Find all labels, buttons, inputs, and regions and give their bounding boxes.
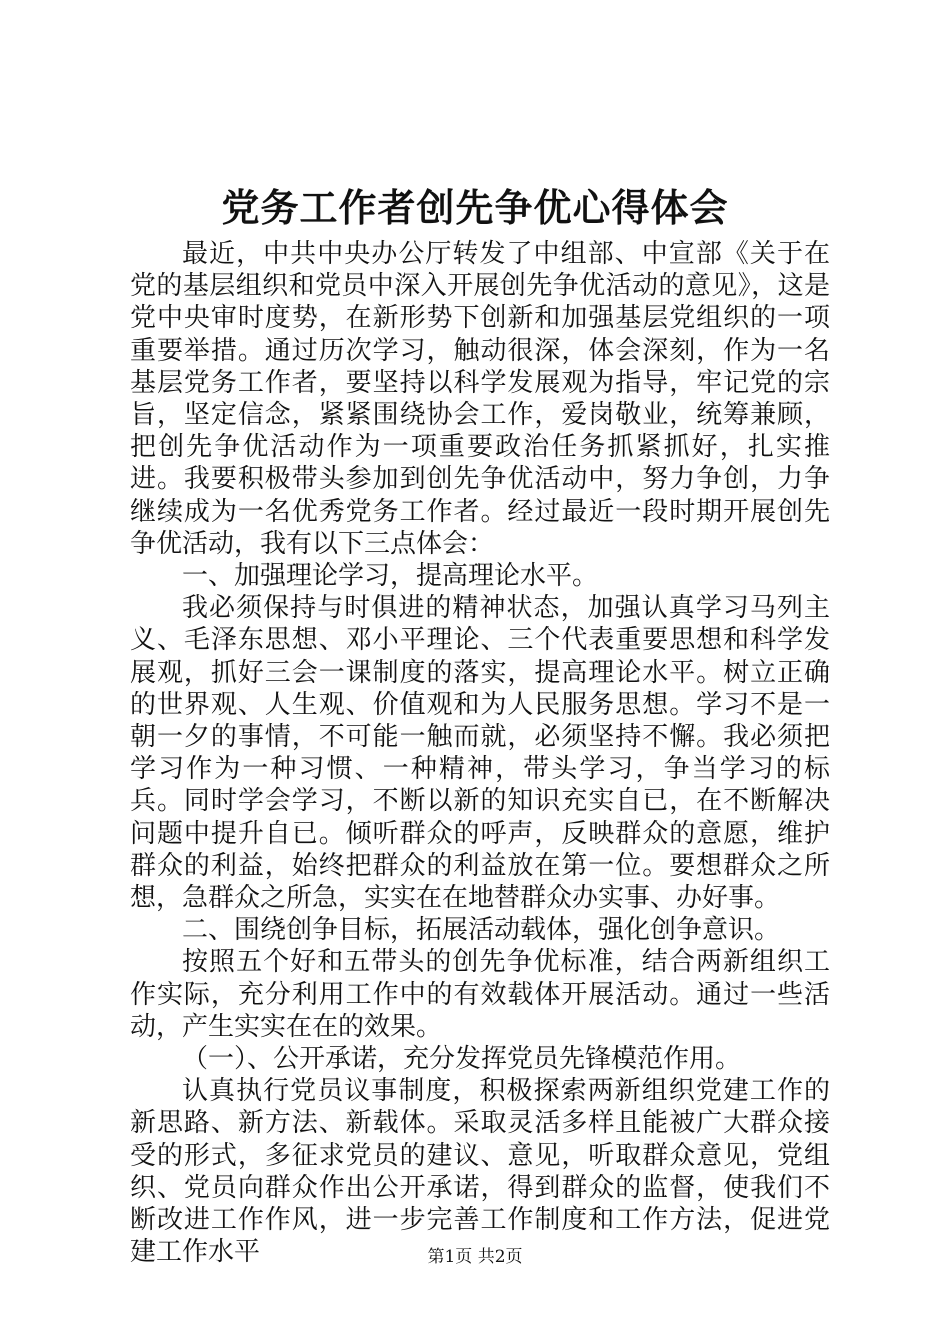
- paragraph-intro: 最近，中共中央办公厅转发了中组部、中宣部《关于在党的基层组织和党员中深入开展创先争优活动的意见》，这是党中央审时度势，在新形势下创新和加强基层党组织的一项重要举措。通过历次学习，触动很深，体会深刻，作为一名基层党务工作者，要坚持以科学发展观为指导，牢记党的宗旨，坚定信念，紧紧围绕协会工作，爱岗敬业，统筹兼顾，把创先争优活动作为一项重要政治任务抓紧抓好，扎实推进。我要积极带头参加到创先争优活动中，努力争创，力争继续成为一名优秀党务工作者。经过最近一段时期开展创先争优活动，我有以下三点体会：: [130, 239, 830, 559]
- heading-section-1: 一、加强理论学习，提高理论水平。: [182, 561, 599, 592]
- paragraph-subsection-1: 认真执行党员议事制度，积极探索两新组织党建工作的新思路、新方法、新载体。采取灵活多样且能被广大群众接受的形式，多征求党员的建议、意见，听取群众意见，党组织、党员向群众作出公开承诺，得到群众的监督，使我们不断改进工作作风，进一步完善工作制度和工作方法，促进党建工作水平: [130, 1076, 830, 1268]
- paragraph-section-1: 我必须保持与时俱进的精神状态，加强认真学习马列主义、毛泽东思想、邓小平理论、三个代表重要思想和科学发展观，抓好三会一课制度的落实，提高理论水平。树立正确的世界观、人生观、价值观和为人民服务思想。学习不是一朝一夕的事情，不可能一触而就，必须坚持不懈。我必须把学习作为一种习惯、一种精神，带头学习，争当学习的标兵。同时学会学习，不断以新的知识充实自已，在不断解决问题中提升自已。倾听群众的呼声，反映群众的意愿，维护群众的利益，始终把群众的利益放在第一位。要想群众之所想，急群众之所急，实实在在地替群众办实事、办好事。: [130, 593, 830, 914]
- document-body: [130, 238, 830, 1269]
- heading-section-2: 二、围绕创争目标，拓展活动载体，强化创争意识。: [182, 915, 781, 946]
- page-footer: 第1页 共2页: [427, 1247, 523, 1267]
- document-title: 党务工作者创先争优心得体会: [221, 185, 729, 230]
- paragraph-section-2: 按照五个好和五带头的创先争优标准，结合两新组织工作实际，充分利用工作中的有效载体开展活动。通过一些活动，产生实实在在的效果。: [130, 947, 830, 1042]
- heading-subsection-1: （一）、公开承诺，充分发挥党员先锋模范作用。: [182, 1044, 742, 1075]
